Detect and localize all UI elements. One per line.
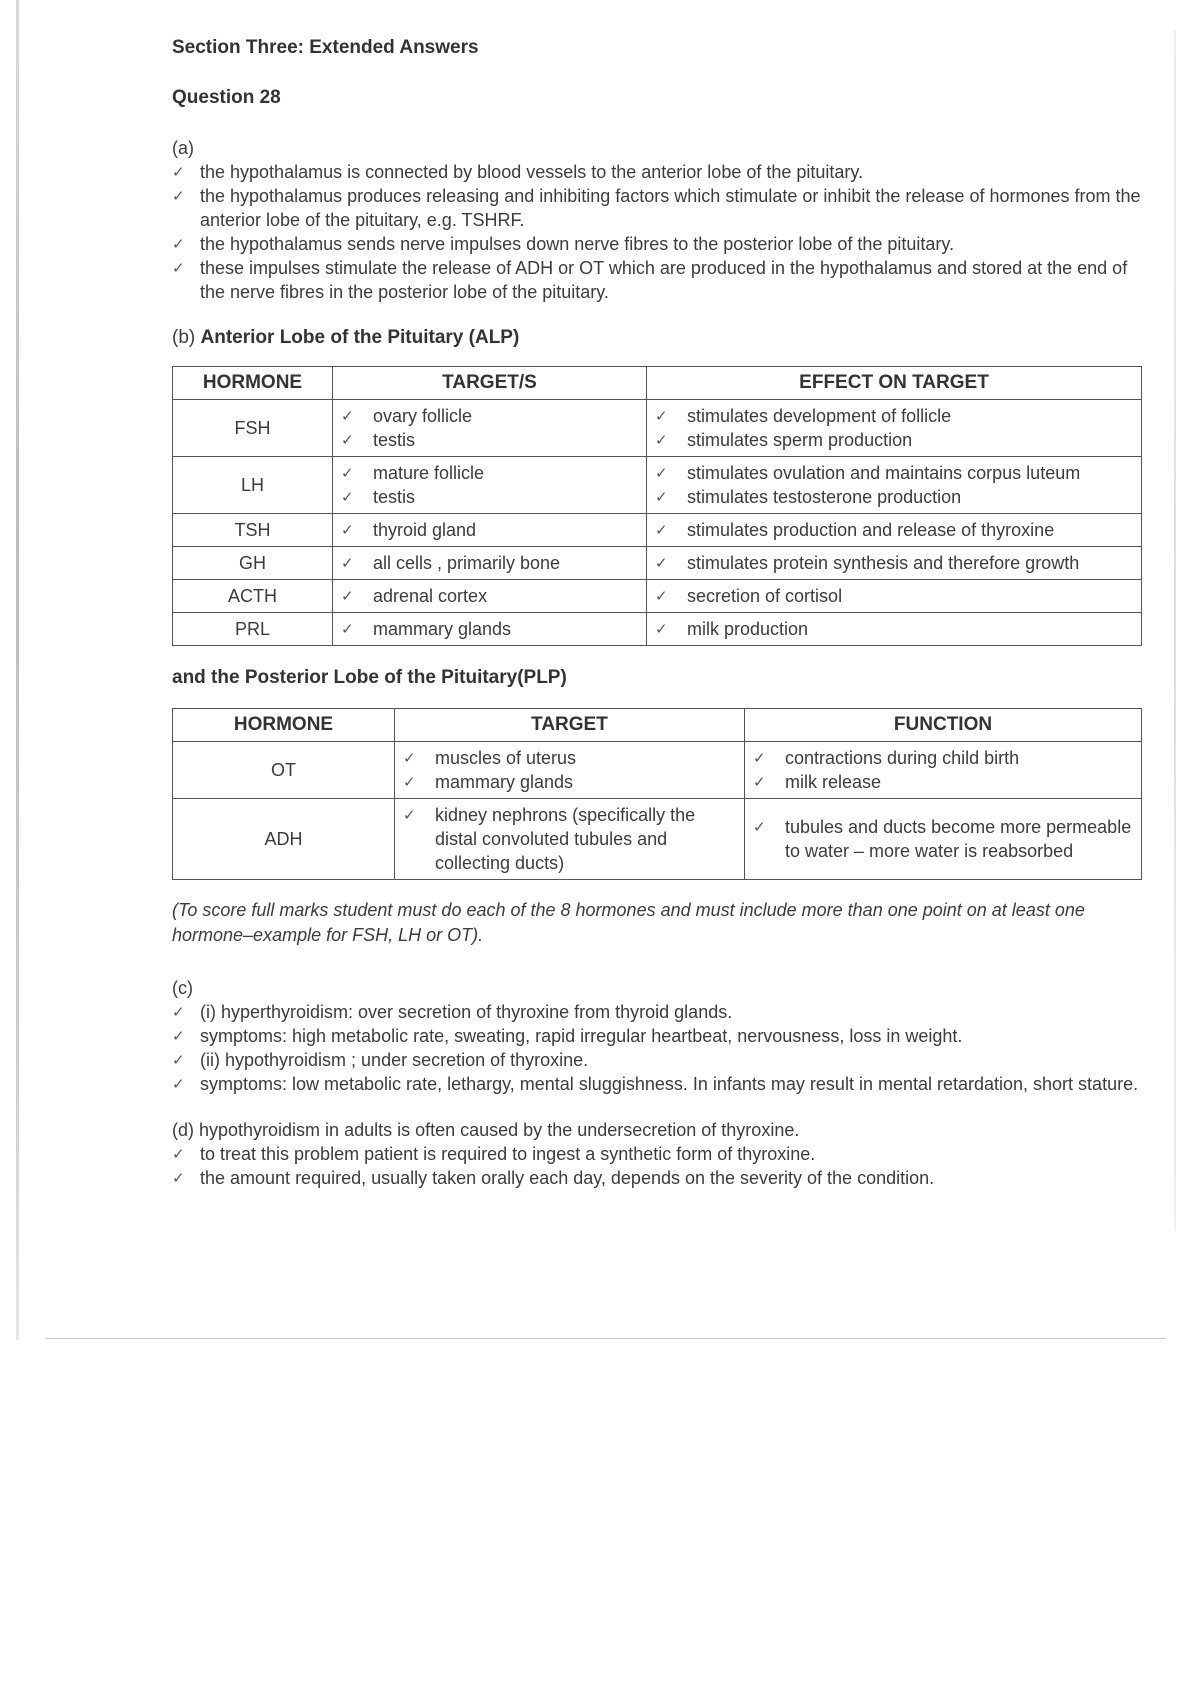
tick-icon: ✓ bbox=[341, 521, 354, 539]
effect-cell bbox=[745, 799, 1142, 880]
list-item: ✓ stimulates development of follicle bbox=[655, 406, 952, 426]
cell-list bbox=[341, 518, 638, 542]
list-item: ✓ mammary glands bbox=[403, 772, 574, 792]
column-header: FUNCTION bbox=[745, 709, 1142, 742]
target-cell bbox=[333, 514, 647, 547]
target-cell bbox=[333, 613, 647, 646]
table-row bbox=[173, 457, 1142, 514]
list-item: ✓ mature follicle bbox=[341, 463, 485, 483]
cell-list bbox=[753, 746, 1133, 794]
tick-icon: ✓ bbox=[341, 431, 354, 449]
hormone-cell: TSH bbox=[173, 514, 333, 547]
target-cell bbox=[395, 799, 745, 880]
column-header: TARGET bbox=[395, 709, 745, 742]
effect-cell bbox=[647, 400, 1142, 457]
cell-list bbox=[655, 518, 1133, 542]
target-cell bbox=[333, 547, 647, 580]
column-header: HORMONE bbox=[173, 367, 333, 400]
list-item: ✓ contractions during child birth bbox=[753, 748, 1020, 768]
cell-list bbox=[655, 461, 1133, 509]
part-d-list bbox=[172, 1142, 1142, 1190]
list-item: ✓ tubules and ducts become more permeable to water – more water is reabsorbed bbox=[753, 817, 1132, 861]
list-item: ✓ stimulates ovulation and maintains corpus luteum bbox=[655, 463, 1081, 483]
list-item: ✓ milk release bbox=[753, 772, 882, 792]
tick-icon: ✓ bbox=[341, 407, 354, 425]
effect-cell bbox=[647, 547, 1142, 580]
marking-note: (To score full marks student must do each of the 8 hormones and must include more than one point on at least one hormone–example for FSH, LH or OT). bbox=[172, 900, 1085, 945]
tick-icon: ✓ bbox=[655, 554, 668, 572]
column-header: HORMONE bbox=[173, 709, 395, 742]
plp-table bbox=[172, 708, 1142, 880]
tick-icon: ✓ bbox=[172, 1145, 185, 1163]
list-item: ✓ symptoms: high metabolic rate, sweating, rapid irregular heartbeat, nervousness, loss in weight. bbox=[172, 1026, 963, 1046]
tick-icon: ✓ bbox=[655, 488, 668, 506]
plp-title: and the Posterior Lobe of the Pituitary(PLP) bbox=[172, 667, 567, 688]
section-title: Section Three: Extended Answers bbox=[172, 37, 479, 58]
hormone-cell: ACTH bbox=[173, 580, 333, 613]
tick-icon: ✓ bbox=[172, 187, 185, 205]
cell-list bbox=[655, 617, 1133, 641]
scan-edge-right bbox=[1174, 30, 1176, 1230]
part-b-label: (b) bbox=[172, 327, 196, 348]
list-item: ✓ muscles of uterus bbox=[403, 748, 577, 768]
list-item: ✓ (i) hyperthyroidism: over secretion of thyroxine from thyroid glands. bbox=[172, 1002, 733, 1022]
list-item: ✓ symptoms: low metabolic rate, lethargy, mental sluggishness. In infants may result in mental retardation, short stature. bbox=[172, 1074, 1139, 1094]
tick-icon: ✓ bbox=[655, 407, 668, 425]
table-row bbox=[173, 547, 1142, 580]
table-row bbox=[173, 580, 1142, 613]
tick-icon: ✓ bbox=[753, 818, 766, 836]
list-item: ✓ secretion of cortisol bbox=[655, 586, 843, 606]
hormone-cell: LH bbox=[173, 457, 333, 514]
target-cell bbox=[333, 580, 647, 613]
cell-list bbox=[403, 746, 736, 794]
table-row bbox=[173, 742, 1142, 799]
list-item: ✓ milk production bbox=[655, 619, 809, 639]
list-item: ✓ testis bbox=[341, 430, 416, 450]
tick-icon: ✓ bbox=[403, 749, 416, 767]
table-header-row bbox=[173, 367, 1142, 400]
part-d-intro: (d) hypothyroidism in adults is often caused by the undersecretion of thyroxine. bbox=[172, 1120, 800, 1140]
list-item: ✓ the hypothalamus produces releasing and inhibiting factors which stimulate or inhibit the release of hormones from the anterior lobe of the pituitary, e.g. TSHRF. bbox=[172, 186, 1141, 230]
cell-list bbox=[341, 617, 638, 641]
effect-cell bbox=[647, 580, 1142, 613]
tick-icon: ✓ bbox=[172, 235, 185, 253]
cell-list bbox=[341, 404, 638, 452]
list-item: ✓ mammary glands bbox=[341, 619, 512, 639]
list-item: ✓ the hypothalamus is connected by blood vessels to the anterior lobe of the pituitary. bbox=[172, 162, 864, 182]
table-row bbox=[173, 514, 1142, 547]
part-b-heading bbox=[172, 326, 1142, 350]
tick-icon: ✓ bbox=[172, 1075, 185, 1093]
list-item: ✓ (ii) hypothyroidism ; under secretion of thyroxine. bbox=[172, 1050, 589, 1070]
list-item: ✓ stimulates production and release of thyroxine bbox=[655, 520, 1055, 540]
bottom-rule bbox=[46, 1338, 1166, 1339]
table-row bbox=[173, 400, 1142, 457]
effect-cell bbox=[647, 514, 1142, 547]
column-header: EFFECT ON TARGET bbox=[647, 367, 1142, 400]
table-header-row bbox=[173, 709, 1142, 742]
tick-icon: ✓ bbox=[172, 259, 185, 277]
hormone-cell: PRL bbox=[173, 613, 333, 646]
tick-icon: ✓ bbox=[403, 806, 416, 824]
list-item: ✓ stimulates testosterone production bbox=[655, 487, 962, 507]
target-cell bbox=[333, 400, 647, 457]
tick-icon: ✓ bbox=[403, 773, 416, 791]
hormone-cell: FSH bbox=[173, 400, 333, 457]
list-item: ✓ kidney nephrons (specifically the distal convoluted tubules and collecting ducts) bbox=[403, 805, 696, 873]
tick-icon: ✓ bbox=[655, 587, 668, 605]
tick-icon: ✓ bbox=[753, 749, 766, 767]
effect-cell bbox=[647, 613, 1142, 646]
cell-list bbox=[341, 461, 638, 509]
list-item: ✓ the amount required, usually taken orally each day, depends on the severity of the condition. bbox=[172, 1168, 935, 1188]
column-header: TARGET/S bbox=[333, 367, 647, 400]
tick-icon: ✓ bbox=[172, 163, 185, 181]
tick-icon: ✓ bbox=[341, 587, 354, 605]
list-item: ✓ stimulates protein synthesis and therefore growth bbox=[655, 553, 1080, 573]
effect-cell bbox=[647, 457, 1142, 514]
list-item: ✓ these impulses stimulate the release of ADH or OT which are produced in the hypothalamus and stored at the end of the nerve fibres in the posterior lobe of the pituitary. bbox=[172, 258, 1128, 302]
list-item: ✓ stimulates sperm production bbox=[655, 430, 913, 450]
list-item: ✓ testis bbox=[341, 487, 416, 507]
tick-icon: ✓ bbox=[655, 521, 668, 539]
list-item: ✓ to treat this problem patient is required to ingest a synthetic form of thyroxine. bbox=[172, 1144, 816, 1164]
table-row bbox=[173, 799, 1142, 880]
tick-icon: ✓ bbox=[753, 773, 766, 791]
tick-icon: ✓ bbox=[172, 1169, 185, 1187]
list-item: ✓ adrenal cortex bbox=[341, 586, 488, 606]
cell-list bbox=[655, 551, 1133, 575]
part-a-list bbox=[172, 160, 1142, 304]
tick-icon: ✓ bbox=[341, 620, 354, 638]
part-c-label: (c) bbox=[172, 978, 193, 998]
tick-icon: ✓ bbox=[172, 1027, 185, 1045]
hormone-cell: ADH bbox=[173, 799, 395, 880]
cell-list bbox=[753, 815, 1133, 863]
target-cell bbox=[333, 457, 647, 514]
alp-title: Anterior Lobe of the Pituitary (ALP) bbox=[200, 327, 520, 348]
list-item: ✓ ovary follicle bbox=[341, 406, 473, 426]
table-row bbox=[173, 613, 1142, 646]
question-title: Question 28 bbox=[172, 87, 281, 108]
tick-icon: ✓ bbox=[172, 1051, 185, 1069]
effect-cell bbox=[745, 742, 1142, 799]
hormone-cell: GH bbox=[173, 547, 333, 580]
tick-icon: ✓ bbox=[655, 431, 668, 449]
tick-icon: ✓ bbox=[341, 554, 354, 572]
cell-list bbox=[341, 584, 638, 608]
list-item: ✓ all cells , primarily bone bbox=[341, 553, 561, 573]
cell-list bbox=[655, 404, 1133, 452]
hormone-cell: OT bbox=[173, 742, 395, 799]
tick-icon: ✓ bbox=[655, 464, 668, 482]
cell-list bbox=[403, 803, 736, 875]
list-item: ✓ thyroid gland bbox=[341, 520, 477, 540]
tick-icon: ✓ bbox=[341, 488, 354, 506]
answer-page bbox=[172, 36, 1142, 1190]
list-item: ✓ the hypothalamus sends nerve impulses down nerve fibres to the posterior lobe of the pituitary. bbox=[172, 234, 955, 254]
tick-icon: ✓ bbox=[655, 620, 668, 638]
part-a-label: (a) bbox=[172, 138, 194, 158]
cell-list bbox=[341, 551, 638, 575]
alp-table bbox=[172, 366, 1142, 646]
part-c-list bbox=[172, 1000, 1142, 1096]
cell-list bbox=[655, 584, 1133, 608]
tick-icon: ✓ bbox=[172, 1003, 185, 1021]
target-cell bbox=[395, 742, 745, 799]
scan-edge-left bbox=[16, 0, 19, 1340]
tick-icon: ✓ bbox=[341, 464, 354, 482]
